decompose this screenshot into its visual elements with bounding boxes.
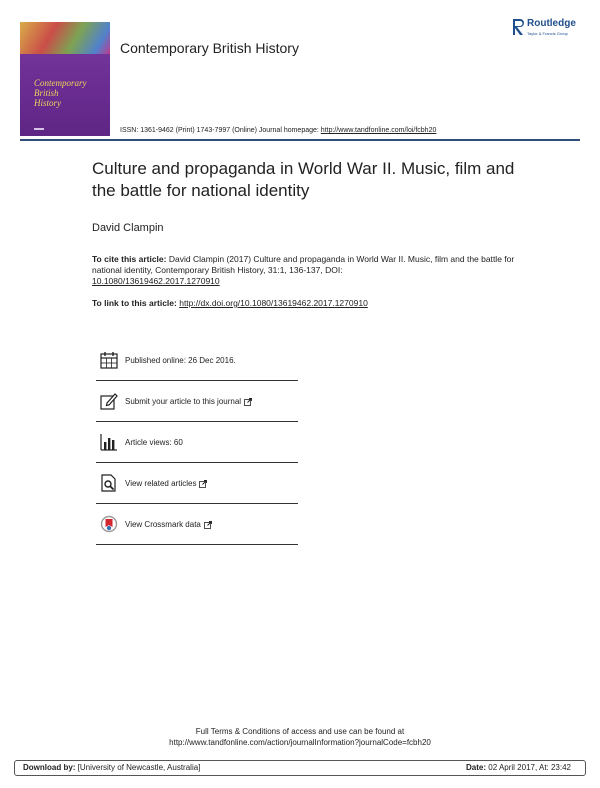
search-document-icon [100,474,118,492]
info-link[interactable] [125,397,252,406]
routledge-logo-icon [512,18,525,36]
download-date [466,763,571,772]
info-label: Article views: 60 [125,438,183,447]
journal-cover-image [20,22,110,136]
citation-text: David Clampin (2017) Culture and propaganda in World War II. Music, film and the battle for national identity, Contemporary British History, 31:1, 136-137, DOI: [92,254,515,275]
info-label: View Crossmark data [125,520,201,529]
cover-decoration [20,22,110,54]
calendar-icon [100,351,118,369]
download-date-value: 02 April 2017, At: 23:42 [486,763,571,772]
citation-doi-link[interactable]: 10.1080/13619462.2017.1270910 [92,276,220,286]
publisher-logo[interactable] [510,16,590,46]
info-row-published [96,341,298,381]
issn-text: ISSN: 1361-9462 (Print) 1743-7997 (Online) Journal homepage: [120,127,321,134]
external-link-icon [204,521,212,529]
info-row-submit[interactable] [96,382,298,422]
info-divider [96,421,298,422]
bar-chart-icon [100,433,118,451]
journal-title: Contemporary British History [120,40,299,56]
info-label: Submit your article to this journal [125,397,242,406]
header-divider [20,139,580,141]
cover-title-line: Contemporary [34,78,87,88]
downloaded-by-label: Download by: [23,763,76,772]
info-divider [96,462,298,463]
citation-label: To cite this article: [92,254,167,264]
info-divider [96,544,298,545]
downloaded-by [23,763,200,772]
article-link-label: To link to this article: [92,298,180,308]
cover-title-line: British [34,88,59,98]
info-divider [96,503,298,504]
info-link[interactable] [125,520,212,529]
crossmark-icon [100,515,118,533]
info-row-views [96,423,298,463]
info-label: Published online: 26 Dec 2016. [125,356,236,365]
article-link-url[interactable]: http://dx.doi.org/10.1080/13619462.2017.1270910 [179,298,368,308]
edit-document-icon [100,392,118,410]
downloaded-by-value: [University of Newcastle, Australia] [75,763,201,772]
article-info-list [96,341,298,546]
journal-homepage-link[interactable]: http://www.tandfonline.com/loi/fcbh20 [320,127,437,134]
issn-line [120,127,436,134]
article-link-line [92,298,368,308]
info-row-related[interactable] [96,464,298,504]
article-author: David Clampin [92,222,164,234]
info-link[interactable] [125,479,207,488]
external-link-icon [199,480,207,488]
publisher-name: Routledge [527,18,576,29]
download-date-label: Date: [466,763,487,772]
article-title: Culture and propaganda in World War II. Music, film and the battle for national identity [92,159,515,200]
terms-text: Full Terms & Conditions of access and use can be found at [195,727,405,736]
info-divider [96,380,298,381]
cover-footer-mark [34,128,44,130]
citation-block [92,254,522,287]
info-row-crossmark[interactable] [96,505,298,545]
download-info-bar [14,760,586,776]
publisher-tagline: Taylor & Francis Group [527,31,568,36]
external-link-icon [244,398,252,406]
cover-title [34,78,110,108]
terms-notice [0,726,600,748]
cover-title-line: History [34,98,61,108]
terms-url[interactable]: http://www.tandfonline.com/action/journalInformation?journalCode=fcbh20 [169,738,431,747]
info-label: View related articles [125,479,197,488]
